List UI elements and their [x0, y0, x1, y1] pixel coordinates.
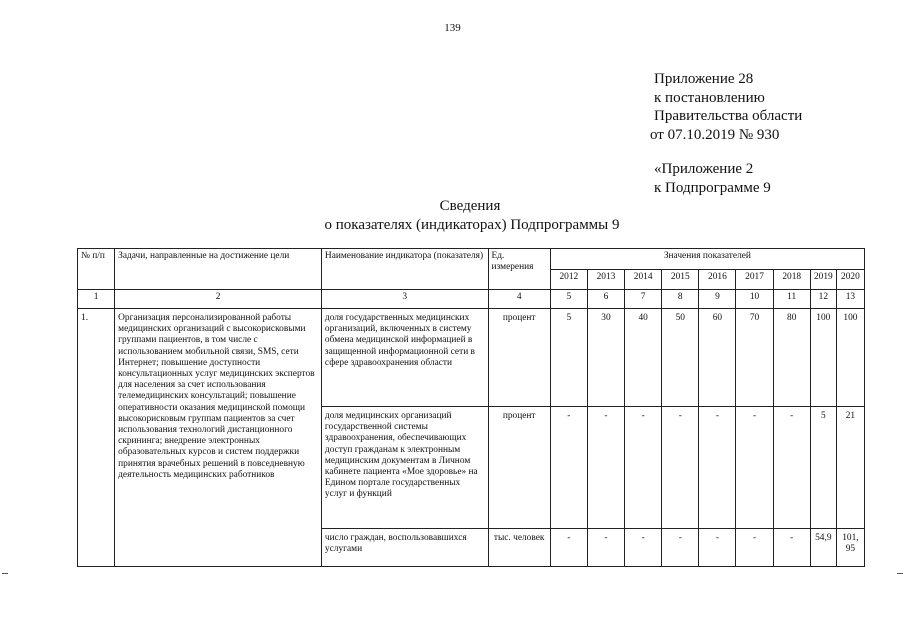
column-number: 1: [78, 290, 115, 309]
value-cell: 101, 95: [836, 529, 864, 567]
value-cell: -: [773, 529, 810, 567]
column-number: 12: [810, 290, 836, 309]
column-number-row: [78, 290, 865, 309]
appendix2-block: [654, 160, 771, 197]
indicators-table: [77, 248, 865, 567]
scan-mark-right: [897, 573, 903, 574]
value-cell: 70: [736, 309, 773, 407]
value-cell: 54,9: [810, 529, 836, 567]
year-cell: 2012: [550, 270, 587, 290]
header-unit: Ед. измерения: [488, 249, 550, 290]
year-cell: 2015: [662, 270, 699, 290]
value-cell: 21: [836, 407, 864, 529]
year-cell: 2020: [836, 270, 864, 290]
header-task: Задачи, направленные на достижение цели: [115, 249, 322, 290]
unit-cell: процент: [488, 407, 550, 529]
appendix-line: к постановлению: [654, 89, 765, 106]
column-number: 4: [488, 290, 550, 309]
heading-line-1: Сведения: [439, 198, 501, 214]
table-row: [78, 309, 865, 407]
indicator-cell: доля государственных медицинских организаций, включенных в систему обмена медицинской информацией в защищенной информационной сети в сфере здравоохранения области: [321, 309, 488, 407]
header-num: № п/п: [78, 249, 115, 290]
value-cell: -: [662, 407, 699, 529]
value-cell: -: [625, 529, 662, 567]
value-cell: -: [587, 407, 624, 529]
value-cell: 5: [550, 309, 587, 407]
indicator-cell: число граждан, воспользовавшихся услугами: [321, 529, 488, 567]
task-cell: Организация персонализированной работы медицинских организаций с высокорисковыми группами пациентов, в том числе с использованием мобильной связи, SMS, сети Интернет; повышение доступности консультационных услуг медицинских экспертов для населения за счет использования телемедицинских консультаций; повышение оперативности оказания медицинской помощи высокорисковым группам пациентов за счет использования технологий дистанционного скрининга; внедрение электронных образовательных курсов и систем поддержки принятия врачебных решений в повседневную деятельность медицинских работников: [115, 309, 322, 567]
column-number: 2: [115, 290, 322, 309]
document-heading: [300, 197, 640, 234]
scan-mark-left: [2, 573, 8, 574]
value-cell: -: [736, 529, 773, 567]
year-cell: 2013: [587, 270, 624, 290]
value-cell: -: [587, 529, 624, 567]
appendix-line: Правительства области: [654, 108, 803, 124]
value-cell: -: [662, 529, 699, 567]
column-number: 13: [836, 290, 864, 309]
row-number: 1.: [78, 309, 115, 567]
appendix-line: Приложение 28: [654, 71, 754, 87]
value-cell: 80: [773, 309, 810, 407]
value-cell: -: [625, 407, 662, 529]
unit-cell: процент: [488, 309, 550, 407]
unit-cell: тыс. человек: [488, 529, 550, 567]
heading-line-2: о показателях (индикаторах) Подпрограммы 9: [324, 216, 620, 233]
column-number: 7: [625, 290, 662, 309]
value-cell: 100: [810, 309, 836, 407]
year-cell: 2016: [699, 270, 736, 290]
value-cell: 60: [699, 309, 736, 407]
column-number: 6: [587, 290, 624, 309]
value-cell: 100: [836, 309, 864, 407]
column-number: 11: [773, 290, 810, 309]
value-cell: -: [699, 529, 736, 567]
value-cell: -: [736, 407, 773, 529]
appendix-block: [650, 70, 803, 144]
column-number: 5: [550, 290, 587, 309]
header-values: Значения показателей: [550, 249, 864, 270]
year-cell: 2019: [810, 270, 836, 290]
indicator-cell: доля медицинских организаций государственной системы здравоохранения, обеспечивающих доступ гражданам к электронным медицинским документам в Личном кабинете пациента «Мое здоровье» на Едином портале государственных услуг и функций: [321, 407, 488, 529]
value-cell: 30: [587, 309, 624, 407]
value-cell: 5: [810, 407, 836, 529]
value-cell: 40: [625, 309, 662, 407]
column-number: 8: [662, 290, 699, 309]
appendix2-line: к Подпрограмме 9: [654, 179, 771, 196]
year-cell: 2017: [736, 270, 773, 290]
value-cell: -: [773, 407, 810, 529]
value-cell: 50: [662, 309, 699, 407]
header-indicator: Наименование индикатора (показателя): [321, 249, 488, 290]
value-cell: -: [699, 407, 736, 529]
year-cell: 2018: [773, 270, 810, 290]
value-cell: -: [550, 529, 587, 567]
appendix-line: от 07.10.2019 № 930: [650, 126, 780, 143]
column-number: 3: [321, 290, 488, 309]
value-cell: -: [550, 407, 587, 529]
page-number: 139: [444, 22, 461, 34]
year-cell: 2014: [625, 270, 662, 290]
column-number: 10: [736, 290, 773, 309]
appendix2-line: «Приложение 2: [654, 161, 754, 177]
column-number: 9: [699, 290, 736, 309]
